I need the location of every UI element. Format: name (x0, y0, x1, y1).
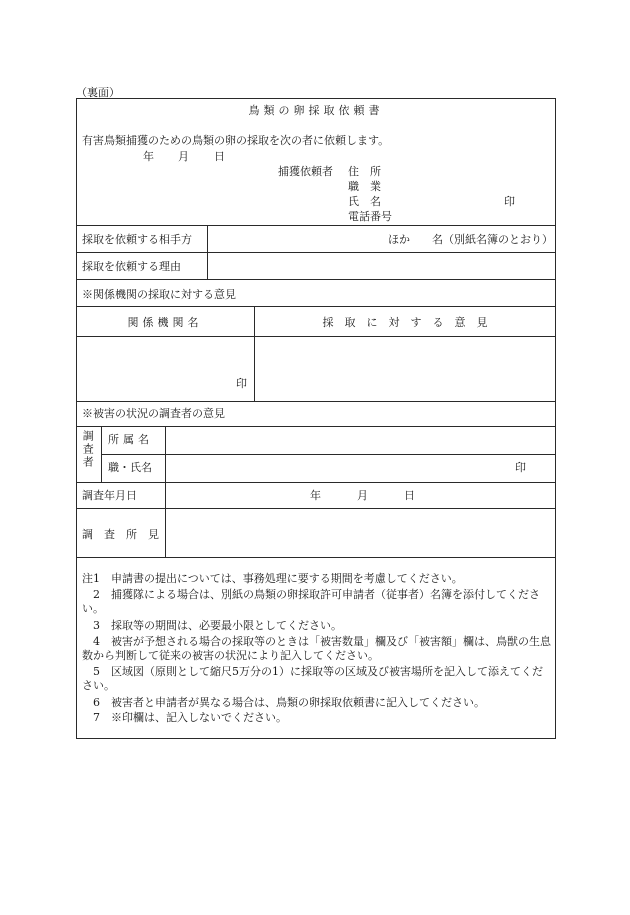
survey-date-year: 年 (310, 489, 321, 502)
date-day: 日 (214, 150, 225, 163)
requester-name: 氏 名 (348, 195, 381, 208)
divider (76, 225, 556, 226)
surveyor-vertical-label: 調査者 (81, 430, 95, 469)
note-item: 7 ※印欄は、記入しないでください。 (82, 711, 287, 724)
divider (76, 557, 556, 558)
date-year: 年 (143, 150, 154, 163)
surveyor-affiliation-label: 所属名 (108, 433, 153, 446)
note-item: 3 採取等の期間は、必要最小限としてください。 (82, 619, 342, 632)
surveyor-affiliation-field[interactable] (166, 427, 555, 453)
requester-label: 捕獲依頼者 (278, 165, 333, 178)
surveyor-title-name-label: 職・氏名 (108, 461, 152, 474)
recipient-label: 採取を依頼する相手方 (82, 233, 192, 246)
reason-field[interactable] (208, 253, 555, 278)
survey-date-day: 日 (404, 489, 415, 502)
surveyor-seal: 印 (515, 461, 526, 474)
divider (76, 279, 556, 280)
surveyor-title-name-field[interactable] (166, 455, 555, 481)
divider (76, 401, 556, 402)
requester-phone: 電話番号 (348, 210, 392, 223)
note-item: 6 被害者と申請者が異なる場合は、鳥類の卵採取依頼書に記入してください。 (82, 696, 485, 709)
date-month: 月 (178, 150, 189, 163)
agency-name-field[interactable] (77, 337, 253, 400)
note-item: 注1 申請書の提出については、事務処理に要する期間を考慮してください。 (82, 572, 463, 585)
agency-col-name: 関係機関名 (127, 316, 203, 329)
reason-label: 採取を依頼する理由 (82, 260, 181, 273)
agency-section-title: ※関係機関の採取に対する意見 (82, 288, 236, 301)
note-item: 5 区域図（原則として縮尺5万分の1）に採取等の区域及び被害場所を記入して添えてください。 (82, 665, 543, 692)
survey-findings-field[interactable] (166, 509, 555, 556)
note-item: 2 捕獲隊による場合は、別紙の鳥類の卵採取許可申請者（従事者）名簿を添付してください。 (82, 588, 540, 615)
agency-seal: 印 (236, 377, 247, 390)
requester-occupation: 職 業 (348, 180, 381, 193)
form-title: 鳥類の卵採取依頼書 (248, 104, 384, 117)
side-label: （裏面） (76, 86, 120, 99)
requester-address: 住 所 (348, 165, 381, 178)
recipient-value[interactable]: ほか 名（別紙名簿のとおり） (388, 233, 553, 246)
divider (76, 306, 556, 307)
requester-seal: 印 (504, 195, 515, 208)
agency-opinion-field[interactable] (255, 337, 555, 400)
survey-findings-label: 調 査 所 見 (82, 528, 159, 541)
request-text: 有害鳥類捕獲のための鳥類の卵の採取を次の者に依頼します。 (82, 134, 390, 147)
survey-section-title: ※被害の状況の調査者の意見 (82, 407, 225, 420)
agency-col-opinion: 採 取 に 対 す る 意 見 (322, 316, 488, 329)
survey-date-label: 調査年月日 (82, 489, 137, 502)
survey-date-month: 月 (357, 489, 368, 502)
divider (76, 482, 556, 483)
note-item: 4 被害が予想される場合の採取等のときは「被害数量」欄及び「被害額」欄は、鳥獣の生息数から判断して従来の被害の状況により記入してください。 (82, 635, 551, 662)
